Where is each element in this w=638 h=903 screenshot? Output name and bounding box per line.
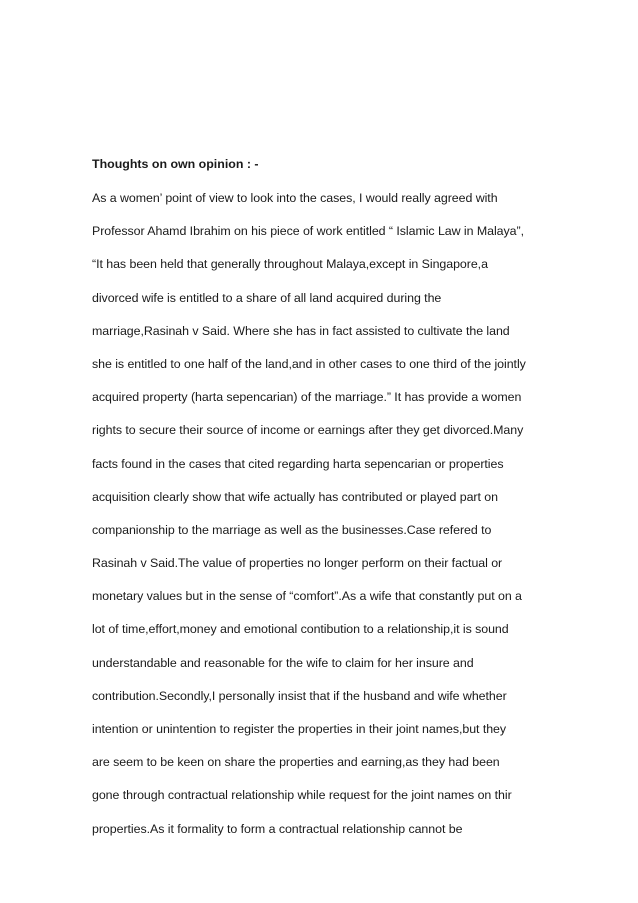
text-line: monetary values but in the sense of “comfort”.As a wife that constantly put on a bbox=[92, 589, 522, 604]
text-line: Rasinah v Said.The value of properties no longer perform on their factual or bbox=[92, 556, 503, 571]
text-line: As a women’ point of view to look into the cases, I would really agreed with bbox=[92, 191, 498, 205]
text-line: Professor Ahamd Ibrahim on his piece of work entitled “ Islamic Law in Malaya”, bbox=[92, 224, 524, 239]
text-line: rights to secure their source of income or earnings after they get divorced.Many bbox=[92, 423, 524, 438]
text-line: divorced wife is entitled to a share of all land acquired during the bbox=[92, 290, 442, 305]
text-line: facts found in the cases that cited regarding harta sepencarian or properties bbox=[92, 456, 504, 471]
text-line: gone through contractual relationship while request for the joint names on thir bbox=[92, 788, 512, 803]
text-line: properties.As it formality to form a contractual relationship cannot be bbox=[92, 821, 463, 836]
text-line: “It has been held that generally throughout Malaya,except in Singapore,a bbox=[92, 257, 488, 272]
paragraph bbox=[92, 189, 562, 838]
section-heading: Thoughts on own opinion : - bbox=[92, 157, 259, 171]
text-line: companionship to the marriage as well as the businesses.Case refered to bbox=[92, 522, 492, 537]
document-body bbox=[92, 155, 562, 853]
text-line: she is entitled to one half of the land,and in other cases to one third of the jointly bbox=[92, 356, 526, 371]
text-line: contribution.Secondly,I personally insist that if the husband and wife whether bbox=[92, 688, 507, 703]
text-line: intention or unintention to register the properties in their joint names,but they bbox=[92, 722, 507, 736]
text-line: understandable and reasonable for the wife to claim for her insure and bbox=[92, 655, 474, 670]
text-line: lot of time,effort,money and emotional contibution to a relationship,it is sound bbox=[92, 622, 509, 637]
text-line: marriage,Rasinah v Said. Where she has in fact assisted to cultivate the land bbox=[92, 323, 510, 338]
text-line: are seem to be keen on share the properties and earning,as they had been bbox=[92, 755, 500, 770]
text-line: acquisition clearly show that wife actually has contributed or played part on bbox=[92, 489, 498, 504]
text-line: acquired property (harta sepencarian) of the marriage.” It has provide a women bbox=[92, 390, 522, 405]
